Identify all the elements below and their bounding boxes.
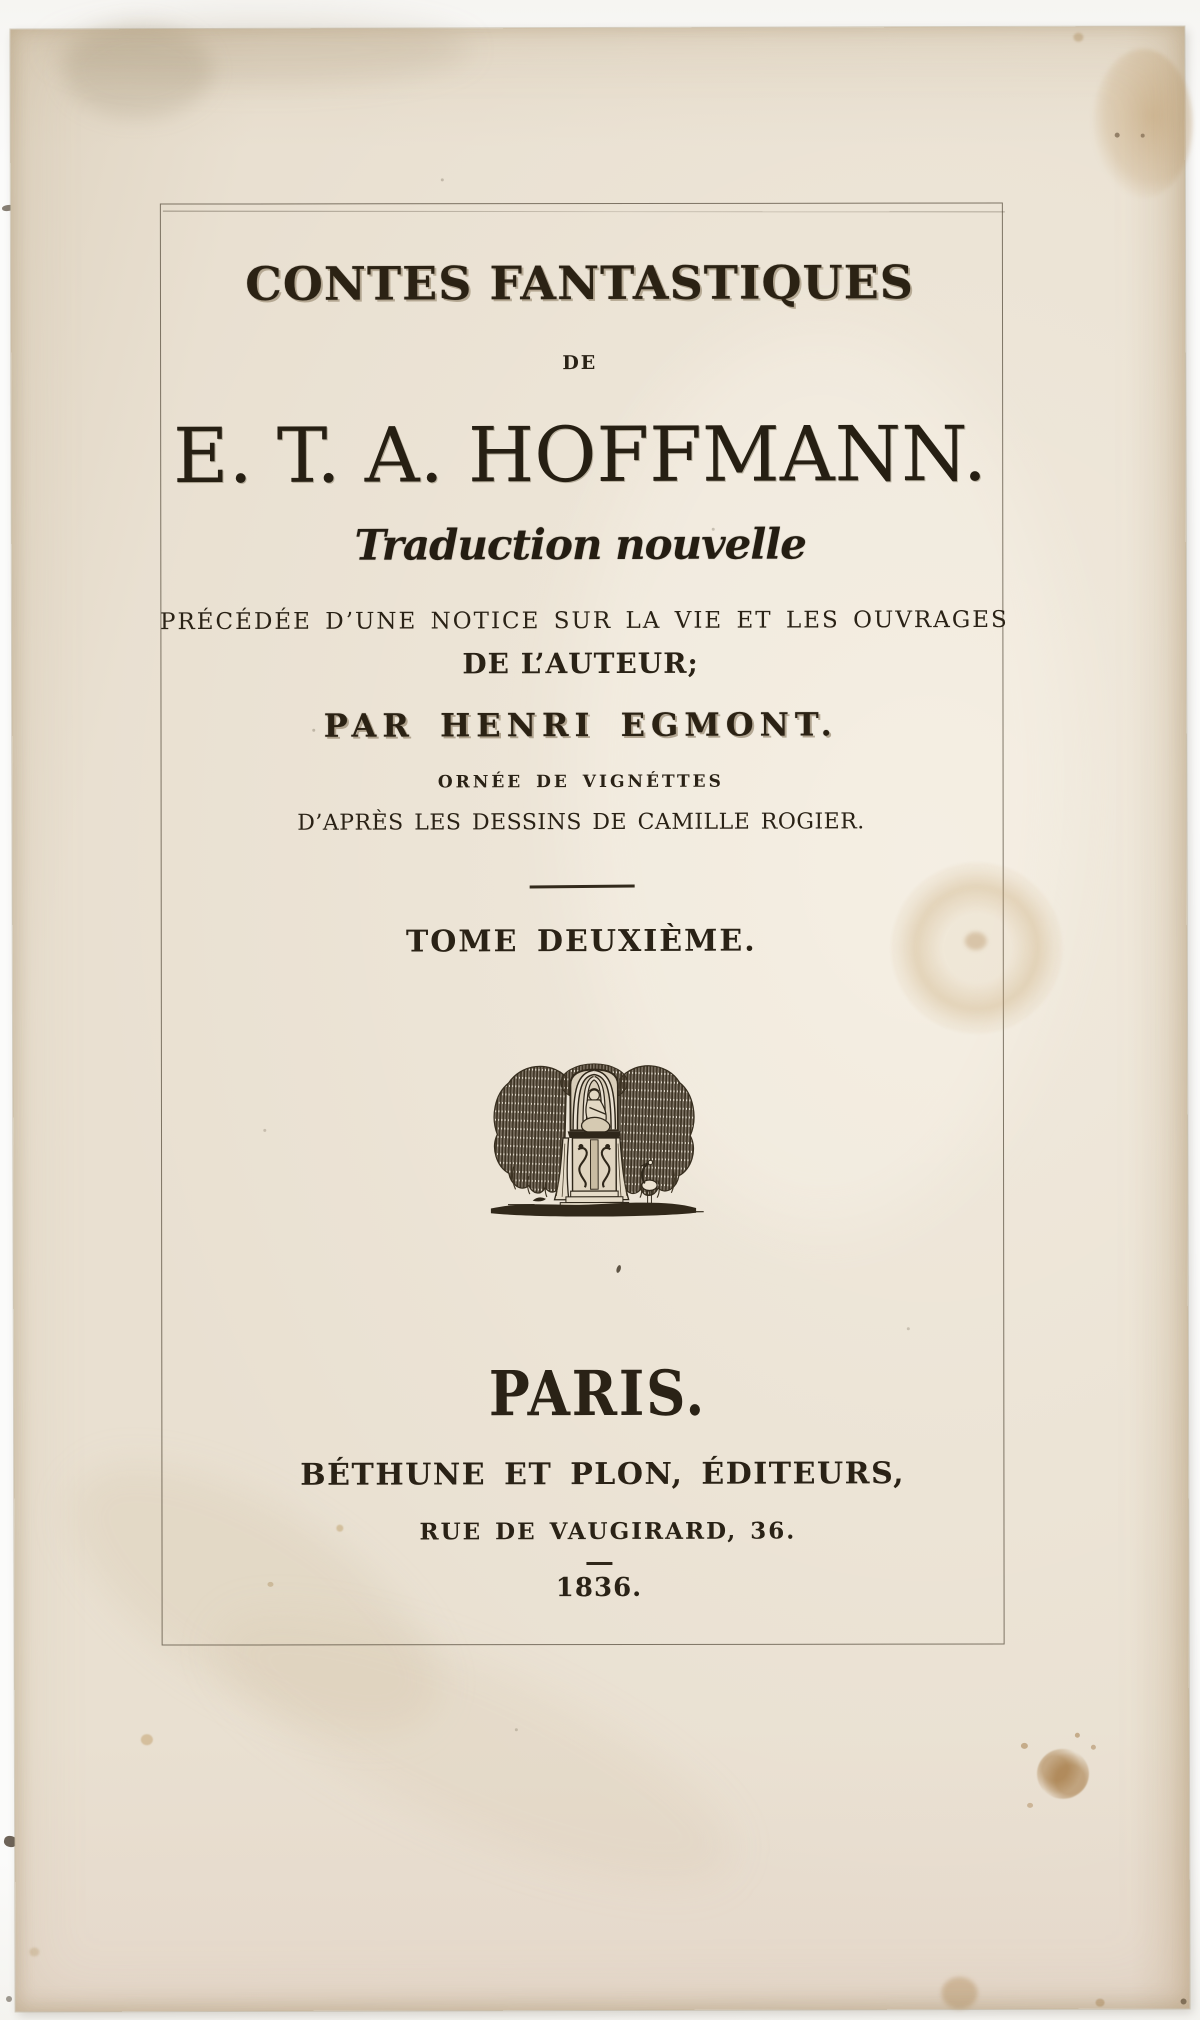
volume-line-text: TOME DEUXIÈME.	[405, 923, 757, 960]
foxing-stain-dot	[1096, 1999, 1105, 2007]
foxing-stain-dot	[1091, 1745, 1096, 1750]
paper-fleck	[441, 178, 444, 181]
foxing-stain-dot	[1075, 1733, 1080, 1738]
foxing-stain-top-right	[1092, 48, 1192, 198]
ornament-note-1	[160, 773, 1001, 793]
paper-shading	[62, 23, 212, 118]
translation-note-text: Traduction nouvelle	[354, 519, 807, 570]
translator-byline	[160, 705, 1001, 745]
book-page	[10, 26, 1189, 2011]
notice-line-1	[159, 606, 1009, 636]
foxing-stain-left	[141, 1734, 153, 1745]
notice-line-2	[160, 648, 1001, 680]
imprint-city-text: PARIS.	[488, 1356, 707, 1431]
translator-byline-text: PAR HENRI EGMONT.	[323, 705, 838, 745]
imprint-address	[187, 1519, 1028, 1545]
foxing-stain-bottom	[942, 1977, 978, 2009]
foxing-stain-cluster-bottom-right	[1037, 1749, 1089, 1799]
foxing-stain-dot	[1021, 1743, 1028, 1749]
imprint-publisher	[182, 1458, 1023, 1492]
foxing-stain-dot	[1073, 33, 1083, 42]
imprint-year	[178, 1574, 1019, 1603]
imprint-city	[177, 1356, 1018, 1431]
title-connector-text: DE	[562, 352, 598, 375]
book-title	[159, 255, 1000, 311]
title-page-content	[159, 202, 1009, 1644]
book-title-text: CONTES FANTASTIQUES	[245, 255, 915, 311]
ink-speck	[616, 1265, 622, 1274]
foxing-stain-dot	[1141, 134, 1145, 138]
author-name	[159, 408, 1000, 501]
paper-fleck	[515, 1728, 518, 1731]
foxing-stain-dot	[1115, 133, 1120, 138]
dark-speck-corner	[1181, 1998, 1187, 2004]
imprint-publisher-text: BÉTHUNE ET PLON, ÉDITEURS,	[300, 1456, 906, 1493]
fountain-vignette-illustration	[479, 1038, 708, 1235]
imprint-dash-rule	[586, 1562, 612, 1565]
ornament-note-2	[160, 810, 1001, 835]
notice-line-2-text: DE L’AUTEUR;	[462, 646, 699, 681]
volume-line	[161, 925, 1002, 959]
translation-note-script	[160, 519, 1001, 570]
ornament-note-2-text: D’APRÈS LES DESSINS DE CAMILLE ROGIER.	[297, 809, 865, 836]
imprint-year-text: 1836.	[555, 1572, 643, 1604]
foxing-stain-dot	[1027, 1803, 1033, 1808]
ornament-note-1-text: ORNÉE DE VIGNÉTTES	[437, 771, 724, 793]
imprint-address-text: RUE DE VAUGIRARD, 36.	[419, 1517, 797, 1546]
foxing-stain-dot	[29, 1947, 39, 1956]
title-connector	[159, 353, 1000, 375]
author-name-text: E. T. A. HOFFMANN.	[172, 408, 988, 501]
page-edge-mark	[6, 1996, 12, 2002]
notice-line-1-text: PRÉCÉDÉE D’UNE NOTICE SUR LA VIE ET LES OUVRAGES	[159, 606, 1009, 636]
separator-rule	[529, 885, 634, 889]
